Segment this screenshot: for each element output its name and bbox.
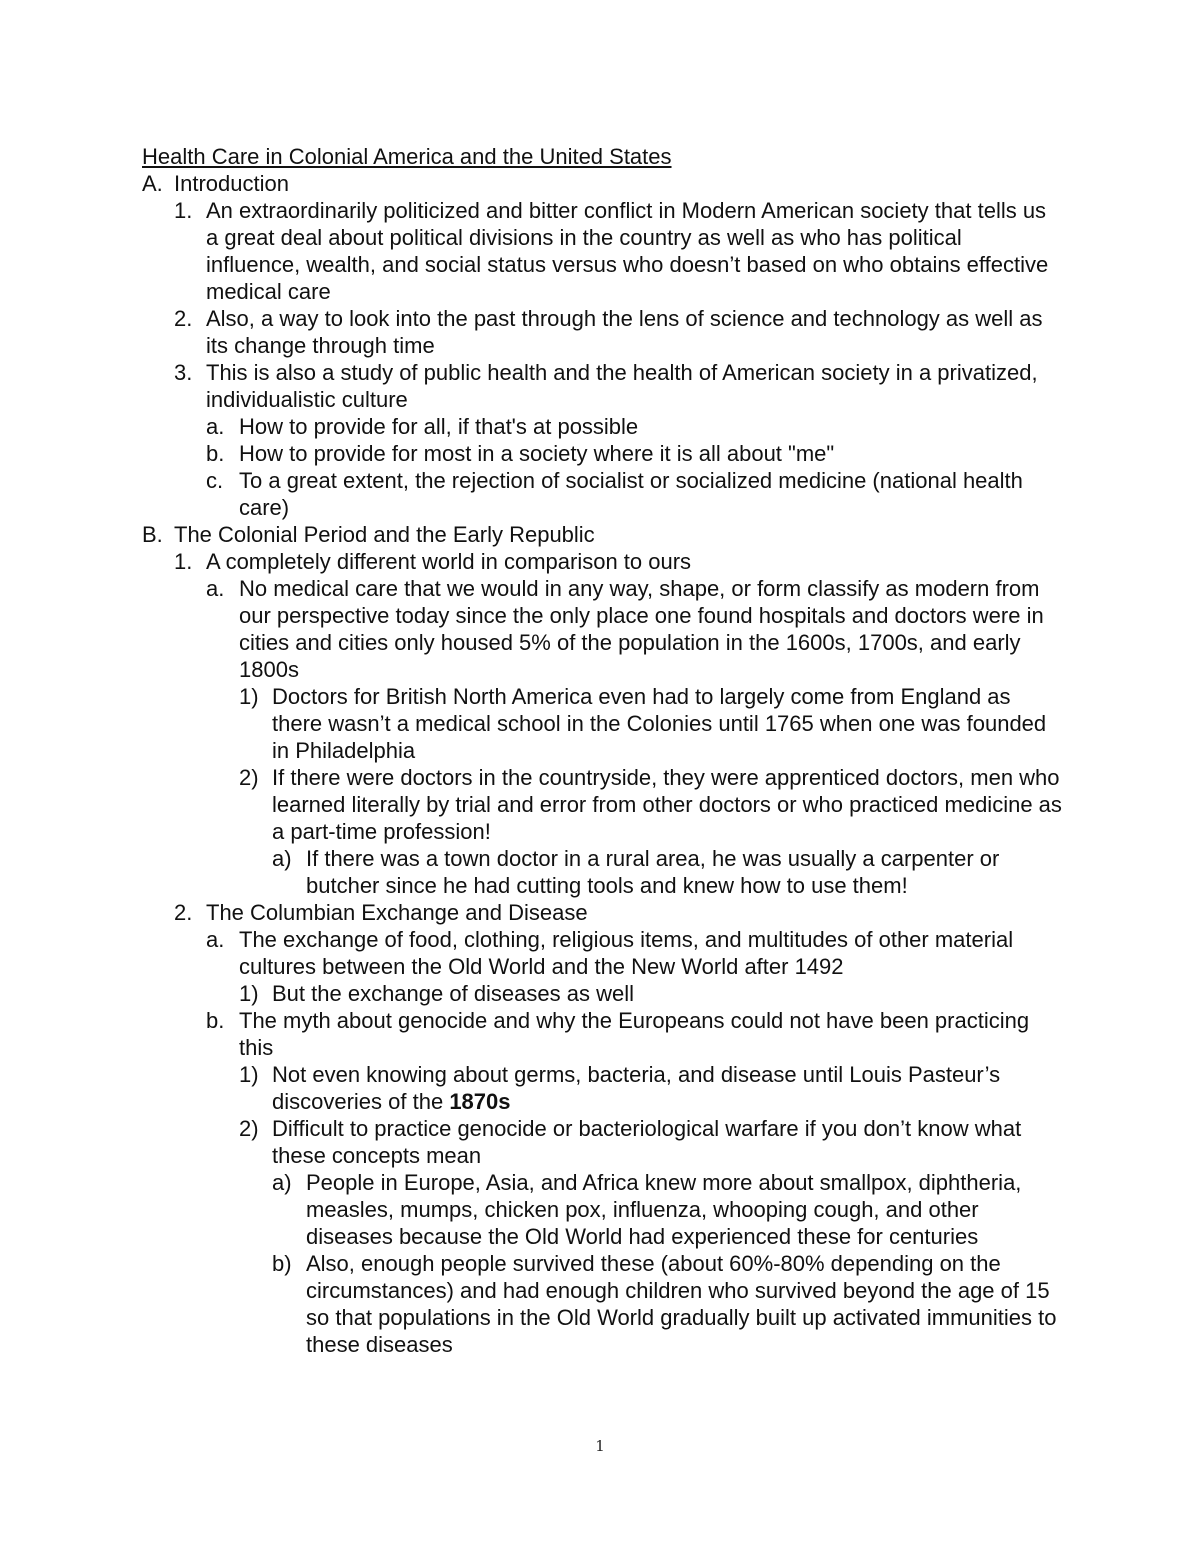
outline-text-content: This is also a study of public health and the health of American society in a privatized, individualistic culture xyxy=(206,360,1038,412)
outline-label: 1. xyxy=(174,198,193,223)
outline-label: 2) xyxy=(239,1116,259,1141)
outline-text-content: If there was a town doctor in a rural area, he was usually a carpenter or butcher since he had cutting tools and knew how to use them! xyxy=(306,846,1000,898)
outline-label: a) xyxy=(272,1170,292,1195)
outline-text-content: People in Europe, Asia, and Africa knew more about smallpox, diphtheria, measles, mumps, chicken pox, influenza, whooping cough, and other diseases because the Old World had experienced these for centuries xyxy=(306,1170,1022,1249)
outline-text xyxy=(174,521,1062,548)
outline-item-level-5 xyxy=(142,1250,1062,1358)
outline-item-level-3 xyxy=(142,1007,1062,1061)
outline-item-level-3 xyxy=(142,467,1062,521)
outline-text xyxy=(239,1007,1062,1061)
document-title: Health Care in Colonial America and the United States xyxy=(142,144,672,169)
outline-label: 2) xyxy=(239,765,259,790)
outline-item-level-4 xyxy=(142,980,1062,1007)
outline-label: a. xyxy=(206,927,225,952)
outline-text-content: If there were doctors in the countryside, they were apprenticed doctors, men who learned literally by trial and error from other doctors or who practiced medicine as a part-time profession! xyxy=(272,765,1062,844)
outline-label: b) xyxy=(272,1251,292,1276)
outline-item-level-3 xyxy=(142,575,1062,683)
outline-text xyxy=(206,197,1062,305)
outline-label: A. xyxy=(142,171,163,196)
outline-text xyxy=(206,305,1062,359)
outline-text xyxy=(239,926,1062,980)
outline-label: 1. xyxy=(174,549,193,574)
outline-text xyxy=(272,683,1062,764)
outline-item-level-3 xyxy=(142,926,1062,980)
outline-text-content: Not even knowing about germs, bacteria, and disease until Louis Pasteur’s discoveries of the xyxy=(272,1062,1001,1114)
outline-text xyxy=(239,467,1062,521)
outline-text xyxy=(206,899,1062,926)
outline-text-content: Difficult to practice genocide or bacteriological warfare if you don’t know what these concepts mean xyxy=(272,1116,1022,1168)
outline-text-content: The Colonial Period and the Early Republic xyxy=(174,522,595,547)
outline-item-level-4 xyxy=(142,1115,1062,1169)
outline-text xyxy=(206,359,1062,413)
outline-text-content: Also, a way to look into the past through the lens of science and technology as well as its change through time xyxy=(206,306,1043,358)
outline-text xyxy=(239,440,1062,467)
outline-label: a) xyxy=(272,846,292,871)
outline-text-content: The myth about genocide and why the Europeans could not have been practicing this xyxy=(239,1008,1030,1060)
outline-label: 1) xyxy=(239,1062,259,1087)
outline-text-content: Doctors for British North America even had to largely come from England as there wasn’t a medical school in the Colonies until 1765 when one was founded in Philadelphia xyxy=(272,684,1047,763)
outline-item-level-4 xyxy=(142,1061,1062,1115)
outline-label: 1) xyxy=(239,981,259,1006)
outline-text-content: How to provide for most in a society where it is all about "me" xyxy=(239,441,835,466)
outline-text-content: The exchange of food, clothing, religious items, and multitudes of other material cultures between the Old World and the New World after 1492 xyxy=(239,927,1014,979)
outline-text xyxy=(272,1115,1062,1169)
outline-label: c. xyxy=(206,468,224,493)
outline-label: a. xyxy=(206,414,225,439)
outline-item-level-5 xyxy=(142,845,1062,899)
outline-text xyxy=(272,980,1062,1007)
outline-label: 2. xyxy=(174,306,193,331)
outline-text xyxy=(239,413,1062,440)
outline-text-content: Introduction xyxy=(174,171,289,196)
outline-text xyxy=(206,548,1062,575)
outline-text xyxy=(239,575,1062,683)
outline-text xyxy=(306,845,1062,899)
outline-text xyxy=(272,764,1062,845)
document-body xyxy=(142,143,1062,1358)
outline-label: 2. xyxy=(174,900,193,925)
outline-text-content: The Columbian Exchange and Disease xyxy=(206,900,588,925)
outline-bold-text: 1870s xyxy=(449,1089,511,1114)
outline-text-content: How to provide for all, if that's at possible xyxy=(239,414,639,439)
outline xyxy=(142,170,1062,1358)
outline-text xyxy=(306,1169,1062,1250)
outline-text xyxy=(306,1250,1062,1358)
outline-item-level-3 xyxy=(142,413,1062,440)
outline-item-level-2 xyxy=(142,899,1062,926)
outline-item-level-4 xyxy=(142,683,1062,764)
outline-text xyxy=(174,170,1062,197)
outline-item-level-1 xyxy=(142,521,1062,548)
outline-item-level-2 xyxy=(142,197,1062,305)
outline-text-content: An extraordinarily politicized and bitter conflict in Modern American society that tells us a great deal about political divisions in the country as well as who has political influence, wealth, and social status versus who doesn’t based on who obtains effective medical care xyxy=(206,198,1049,304)
outline-item-level-4 xyxy=(142,764,1062,845)
outline-label: a. xyxy=(206,576,225,601)
outline-text-content: No medical care that we would in any way, shape, or form classify as modern from our perspective today since the only place one found hospitals and doctors were in cities and cities only housed 5% of the population in the 1600s, 1700s, and early 1800s xyxy=(239,576,1044,682)
outline-item-level-2 xyxy=(142,548,1062,575)
outline-label: 3. xyxy=(174,360,193,385)
outline-text-content: A completely different world in comparison to ours xyxy=(206,549,692,574)
outline-item-level-5 xyxy=(142,1169,1062,1250)
outline-text-content: But the exchange of diseases as well xyxy=(272,981,635,1006)
outline-item-level-1 xyxy=(142,170,1062,197)
outline-text-content: Also, enough people survived these (about 60%-80% depending on the circumstances) and had enough children who survived beyond the age of 15 so that populations in the Old World gradually built up activated immunities to these diseases xyxy=(306,1251,1057,1357)
outline-item-level-3 xyxy=(142,440,1062,467)
outline-item-level-2 xyxy=(142,359,1062,413)
outline-label: 1) xyxy=(239,684,259,709)
outline-text xyxy=(272,1061,1062,1115)
outline-text-content: To a great extent, the rejection of socialist or socialized medicine (national health care) xyxy=(239,468,1023,520)
outline-label: b. xyxy=(206,1008,225,1033)
outline-item-level-2 xyxy=(142,305,1062,359)
outline-label: b. xyxy=(206,441,225,466)
outline-label: B. xyxy=(142,522,163,547)
page-number: 1 xyxy=(595,1437,605,1455)
